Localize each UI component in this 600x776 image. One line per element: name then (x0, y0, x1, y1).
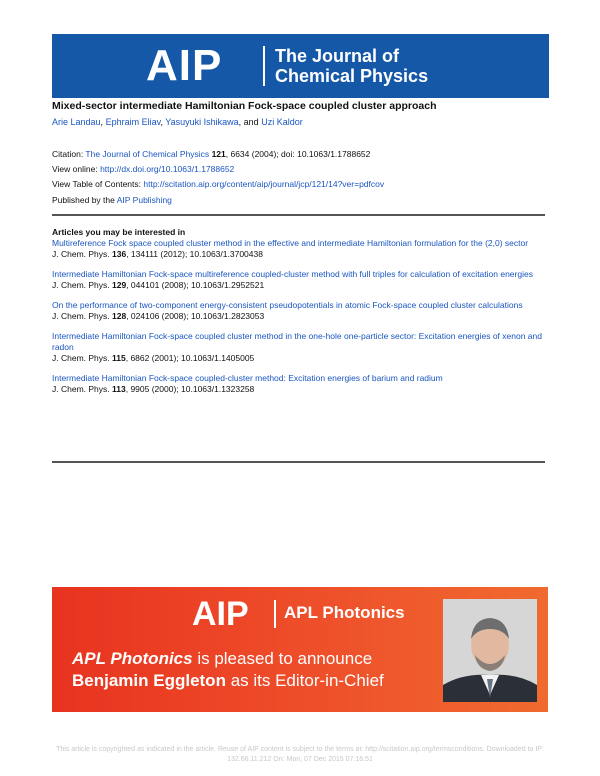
ref-rest: , 6862 (2001); 10.1063/1.1405005 (125, 353, 255, 363)
related-article-title-link[interactable]: On the performance of two-component energy-consistent pseudopotentials in atomic Fock-space coupled cluster calculations (52, 300, 523, 310)
view-online-line (52, 164, 234, 174)
logo-divider (263, 46, 265, 86)
editor-portrait-photo (443, 599, 537, 702)
ref-rest: , 9905 (2000); 10.1063/1.1323258 (125, 384, 255, 394)
related-article-ref (52, 249, 547, 260)
related-article-title-link[interactable]: Intermediate Hamiltonian Fock-space coupled cluster method in the one-hole one-particle sector: Excitation energies of xenon and radon (52, 331, 542, 352)
author-list (52, 117, 303, 127)
ref-volume: 128 (112, 311, 127, 321)
view-toc-link[interactable]: http://scitation.aip.org/content/aip/journal/jcp/121/14?ver=pdfcov (143, 179, 385, 189)
ad-editor-rest: as its Editor-in-Chief (225, 671, 384, 690)
journal-name-line2: Chemical Physics (275, 66, 429, 86)
portrait-illustration (443, 599, 537, 702)
ref-rest: , 024106 (2008); 10.1063/1.2823053 (126, 311, 265, 321)
author-link[interactable]: Ephraim Eliav (105, 117, 161, 127)
ad-headline-rest: is pleased to announce (192, 649, 373, 668)
citation-rest: , 6634 (2004); doi: 10.1063/1.1788652 (225, 149, 371, 159)
divider-top (52, 214, 545, 216)
ad-headline-line1 (72, 649, 372, 669)
ref-volume: 136 (112, 249, 127, 259)
ref-journal: J. Chem. Phys. (52, 249, 110, 259)
related-article-ref (52, 353, 547, 364)
citation-journal-link[interactable]: The Journal of Chemical Physics (85, 149, 210, 159)
related-articles-list (52, 238, 547, 404)
related-article (52, 373, 547, 395)
ref-journal: J. Chem. Phys. (52, 280, 110, 290)
ref-volume: 113 (112, 384, 126, 394)
footer-line2: 132.66.11.212 On: Mon, 07 Dec 2015 07:16:51 (227, 756, 373, 763)
author-separator: , (100, 117, 104, 127)
published-by-line (52, 195, 172, 205)
citation-line (52, 149, 370, 159)
ad-aip-logo: AIP (192, 595, 249, 633)
related-article (52, 300, 547, 322)
related-article-ref (52, 311, 547, 322)
ref-rest: , 044101 (2008); 10.1063/1.2952521 (126, 280, 265, 290)
journal-banner[interactable] (52, 34, 549, 98)
aip-logo: AIP (146, 41, 223, 90)
citation-volume: 121 (211, 149, 226, 159)
footer-line1: This article is copyrighted as indicated in the article. Reuse of AIP content is subject to the terms at: http://scitation.aip.org/termsconditions. Downloaded to IP: (56, 746, 544, 753)
ad-brand-name: APL Photonics (284, 603, 405, 622)
paper-title: Mixed-sector intermediate Hamiltonian Fock-space coupled cluster approach (52, 100, 437, 112)
citation-label: Citation: (52, 149, 84, 159)
author-link[interactable]: Uzi Kaldor (261, 117, 303, 127)
view-toc-label: View Table of Contents: (52, 179, 141, 189)
journal-name-line1: The Journal of (275, 46, 400, 66)
published-label: Published by the (52, 195, 115, 205)
copyright-footer (0, 745, 600, 765)
journal-name (275, 46, 428, 86)
view-online-label: View online: (52, 164, 98, 174)
related-article (52, 269, 547, 291)
view-online-link[interactable]: http://dx.doi.org/10.1063/1.1788652 (100, 164, 235, 174)
related-article-title-link[interactable]: Multireference Fock space coupled cluster method in the effective and intermediate Hamiltonian formulation for the (2,0) sector (52, 238, 529, 248)
related-article (52, 238, 547, 260)
advertisement-banner[interactable] (52, 587, 548, 712)
related-articles-heading: Articles you may be interested in (52, 227, 186, 237)
ref-volume: 129 (112, 280, 127, 290)
ref-volume: 115 (112, 353, 126, 363)
author-link[interactable]: Arie Landau (52, 117, 101, 127)
ad-editor-name: Benjamin Eggleton (72, 671, 226, 690)
related-article (52, 331, 547, 364)
author-separator: , and (238, 117, 259, 127)
ref-journal: J. Chem. Phys. (52, 384, 110, 394)
ad-headline-emphasis: APL Photonics (72, 649, 193, 668)
related-article-ref (52, 280, 547, 291)
related-article-ref (52, 384, 547, 395)
ref-journal: J. Chem. Phys. (52, 311, 110, 321)
related-article-title-link[interactable]: Intermediate Hamiltonian Fock-space coupled-cluster method: Excitation energies of barium and radium (52, 373, 443, 383)
ref-rest: , 134111 (2012); 10.1063/1.3700438 (126, 249, 263, 259)
author-separator: , (160, 117, 163, 127)
ref-journal: J. Chem. Phys. (52, 353, 110, 363)
related-article-title-link[interactable]: Intermediate Hamiltonian Fock-space multireference coupled-cluster method with full triples for calculation of excitation energies (52, 269, 533, 279)
view-toc-line (52, 179, 384, 189)
divider-bottom (52, 461, 545, 463)
publisher-link[interactable]: AIP Publishing (116, 195, 172, 205)
ad-headline-line2 (72, 671, 384, 691)
ad-logo-divider (274, 600, 276, 628)
author-link[interactable]: Yasuyuki Ishikawa (165, 117, 239, 127)
